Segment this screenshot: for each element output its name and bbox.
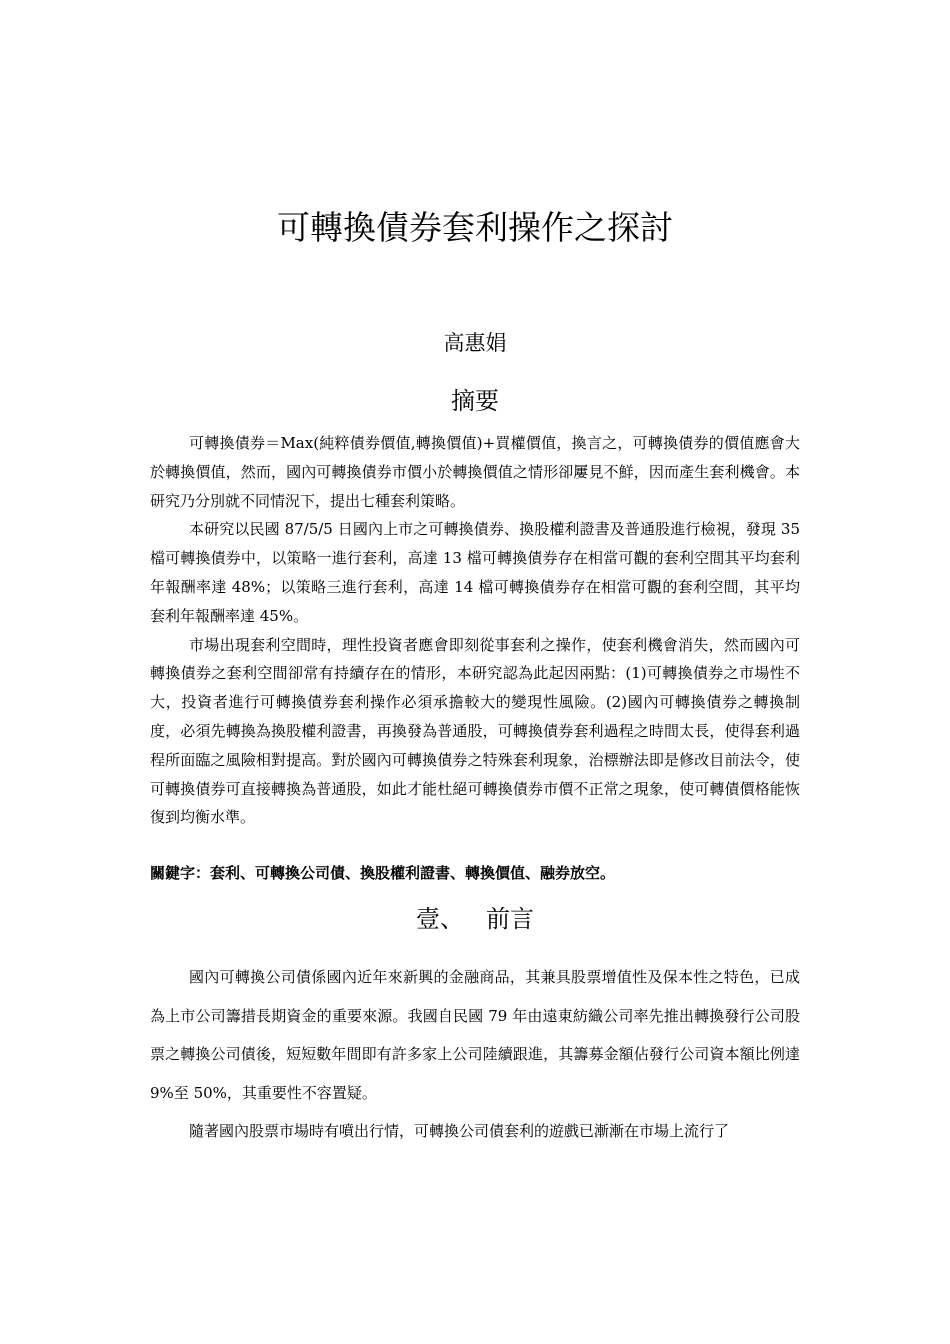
abstract-body <box>150 429 800 832</box>
introduction-body <box>150 958 800 1151</box>
section-heading <box>0 900 950 938</box>
keywords-line: 關鍵字：套利、可轉換公司債、換股權利證書、轉換價值、融券放空。 <box>150 864 616 882</box>
section-title: 前言 <box>486 905 534 933</box>
abstract-paragraph: 可轉換債券＝Max(純粹債券價值,轉換價值)+買權價值，換言之，可轉換債券的價值應會大於轉換價值，然而，國內可轉換債券市價小於轉換價值之情形卻屢見不鮮，因而產生套利機會。本研究乃分別就不同情況下，提出七種套利策略。 <box>150 434 800 510</box>
abstract-paragraph: 市場出現套利空間時，理性投資者應會即刻從事套利之操作，使套利機會消失，然而國內可轉換債券之套利空間卻常有持續存在的情形，本研究認為此起因兩點：(1)可轉換債券之市場性不大，投資者進行可轉換債券套利操作必須承擔較大的變現性風險。(2)國內可轉換債券之轉換制度，必須先轉換為換股權利證書，再換發為普通股，可轉換債券套利過程之時間太長，使得套利過程所面臨之風險相對提高。對於國內可轉換債券之特殊套利現象，治標辦法即是修改目前法令，使可轉換債券可直接轉換為普通股，如此才能杜絕可轉換債券市價不正常之現象，使可轉債價格能恢復到均衡水準。 <box>150 635 800 827</box>
section-number: 壹、 <box>416 905 464 933</box>
abstract-heading: 摘要 <box>451 387 499 415</box>
author-name: 高惠娟 <box>443 331 507 355</box>
paper-title: 可轉換債券套利操作之探討 <box>277 208 673 247</box>
intro-paragraph: 隨著國內股票市場時有噴出行情，可轉換公司債套利的遊戲已漸漸在市場上流行了 <box>189 1122 730 1140</box>
abstract-paragraph: 本研究以民國 87/5/5 日國內上市之可轉換債券、換股權利證書及普通股進行檢視，發現 35 檔可轉換債券中，以策略一進行套利，高達 13 檔可轉換債券存在相當可觀的套利空間其平均套利年報酬率達 48%；以策略三進行套利，高達 14 檔可轉換債券存在相當可觀的套利空間，其平均套利年報酬率達 45%。 <box>150 520 800 625</box>
intro-paragraph: 國內可轉換公司債係國內近年來新興的金融商品，其兼具股票增值性及保本性之特色，已成為上市公司籌措長期資金的重要來源。我國自民國 79 年由遠東紡織公司率先推出轉換發行公司股票之轉換公司債後，短短數年間即有許多家上公司陸續跟進，其籌募金額佔發行公司資本額比例達 9%至 50%，其重要性不容置疑。 <box>150 968 800 1102</box>
